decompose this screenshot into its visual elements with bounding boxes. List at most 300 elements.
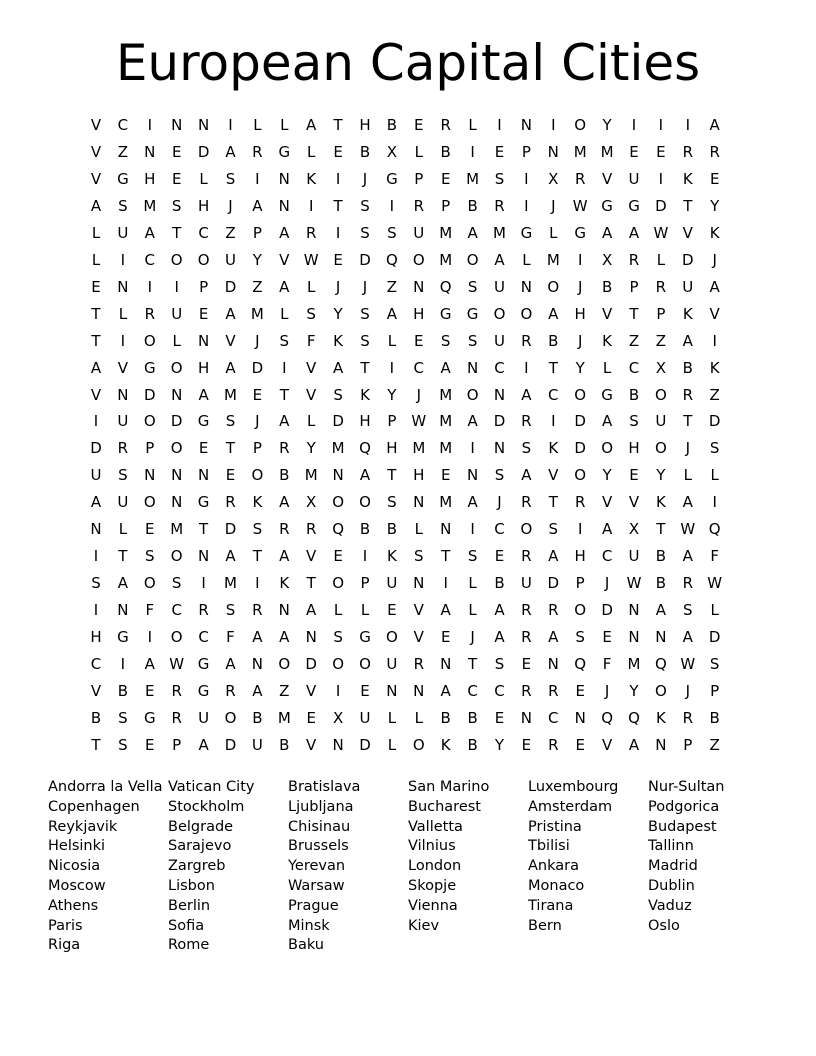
grid-letter[interactable]: B <box>628 385 640 404</box>
grid-letter[interactable]: S <box>171 196 182 215</box>
grid-letter[interactable]: R <box>682 574 694 593</box>
grid-letter[interactable]: N <box>628 601 640 620</box>
grid-letter[interactable]: S <box>252 520 263 539</box>
grid-letter[interactable]: A <box>467 493 478 512</box>
grid-letter[interactable]: H <box>574 304 586 323</box>
grid-letter[interactable]: L <box>468 116 477 134</box>
grid-letter[interactable]: H <box>413 466 425 485</box>
grid-letter[interactable]: U <box>225 250 236 269</box>
grid-letter[interactable]: G <box>601 385 613 404</box>
grid-letter[interactable]: S <box>279 331 290 350</box>
grid-letter[interactable]: V <box>709 304 720 323</box>
grid-letter[interactable]: T <box>683 196 693 215</box>
grid-letter[interactable]: S <box>118 196 128 215</box>
grid-letter[interactable]: F <box>145 601 155 620</box>
grid-letter[interactable]: X <box>386 142 398 161</box>
grid-letter[interactable]: U <box>494 277 505 296</box>
grid-letter[interactable]: A <box>628 223 640 242</box>
grid-letter[interactable]: O <box>143 412 156 431</box>
grid-letter[interactable]: Y <box>710 196 720 215</box>
grid-letter[interactable]: U <box>117 223 129 242</box>
grid-letter[interactable]: I <box>551 116 556 134</box>
grid-letter[interactable]: J <box>228 196 233 215</box>
grid-letter[interactable]: M <box>439 223 453 242</box>
grid-letter[interactable]: A <box>225 304 236 323</box>
grid-letter[interactable]: M <box>493 223 506 242</box>
grid-letter[interactable]: A <box>225 547 236 566</box>
grid-letter[interactable]: A <box>279 412 290 431</box>
grid-letter[interactable]: Z <box>628 331 640 350</box>
grid-letter[interactable]: H <box>413 304 425 323</box>
grid-letter[interactable]: T <box>172 223 182 242</box>
grid-letter[interactable]: H <box>386 439 398 458</box>
grid-letter[interactable]: H <box>574 547 586 566</box>
grid-letter[interactable]: E <box>440 466 451 485</box>
grid-letter[interactable]: W <box>680 655 696 673</box>
grid-letter[interactable]: W <box>653 223 669 242</box>
grid-letter[interactable]: O <box>574 116 587 134</box>
grid-letter[interactable]: M <box>439 385 453 404</box>
grid-letter[interactable]: K <box>655 493 666 512</box>
grid-letter[interactable]: E <box>91 277 101 296</box>
grid-letter[interactable]: J <box>335 277 341 296</box>
grid-letter[interactable]: I <box>389 196 395 215</box>
grid-letter[interactable]: R <box>440 116 451 134</box>
grid-letter[interactable]: K <box>386 547 397 566</box>
grid-letter[interactable]: O <box>547 277 560 296</box>
grid-letter[interactable]: O <box>601 439 613 458</box>
grid-letter[interactable]: D <box>197 142 210 161</box>
grid-letter[interactable]: S <box>333 628 343 647</box>
grid-letter[interactable]: D <box>708 412 721 431</box>
grid-letter[interactable]: Y <box>629 681 639 700</box>
grid-letter[interactable]: R <box>252 142 263 161</box>
grid-letter[interactable]: A <box>306 601 317 620</box>
grid-letter[interactable]: E <box>333 547 343 566</box>
grid-letter[interactable]: I <box>551 412 556 431</box>
grid-letter[interactable]: T <box>225 439 236 458</box>
grid-letter[interactable]: I <box>201 574 206 593</box>
grid-letter[interactable]: P <box>629 277 639 296</box>
grid-letter[interactable]: E <box>656 142 666 161</box>
grid-letter[interactable]: G <box>466 304 479 323</box>
grid-letter[interactable]: L <box>602 358 612 377</box>
grid-letter[interactable]: A <box>601 412 613 431</box>
grid-letter[interactable]: O <box>574 385 587 404</box>
grid-letter[interactable]: S <box>306 304 316 323</box>
grid-letter[interactable]: B <box>467 708 478 727</box>
grid-letter[interactable]: E <box>414 116 424 134</box>
grid-letter[interactable]: V <box>413 601 424 620</box>
grid-letter[interactable]: J <box>551 196 556 215</box>
grid-letter[interactable]: I <box>147 628 153 647</box>
grid-letter[interactable]: O <box>493 304 506 323</box>
grid-letter[interactable]: I <box>147 116 153 134</box>
grid-letter[interactable]: H <box>197 358 210 377</box>
grid-letter[interactable]: G <box>117 169 129 188</box>
grid-letter[interactable]: M <box>573 142 587 161</box>
grid-letter[interactable]: A <box>601 223 613 242</box>
grid-letter[interactable]: D <box>359 250 371 269</box>
grid-letter[interactable]: C <box>601 547 613 566</box>
grid-letter[interactable]: S <box>575 628 585 647</box>
grid-letter[interactable]: A <box>144 655 155 673</box>
grid-letter[interactable]: E <box>145 735 155 754</box>
grid-letter[interactable]: O <box>359 493 371 512</box>
grid-letter[interactable]: P <box>683 735 693 754</box>
grid-letter[interactable]: E <box>306 708 316 727</box>
grid-letter[interactable]: S <box>118 466 128 485</box>
grid-letter[interactable]: I <box>120 655 126 673</box>
grid-letter[interactable]: S <box>118 708 128 727</box>
grid-letter[interactable]: Z <box>655 331 667 350</box>
grid-letter[interactable]: I <box>93 547 99 566</box>
grid-letter[interactable]: I <box>631 116 637 134</box>
grid-letter[interactable]: I <box>577 520 583 539</box>
grid-letter[interactable]: R <box>413 196 425 215</box>
grid-letter[interactable]: A <box>548 304 559 323</box>
grid-letter[interactable]: B <box>467 735 478 754</box>
grid-letter[interactable]: M <box>439 439 453 458</box>
grid-letter[interactable]: O <box>332 493 344 512</box>
grid-letter[interactable]: G <box>601 196 613 215</box>
grid-letter[interactable]: R <box>548 735 559 754</box>
grid-letter[interactable]: I <box>470 439 475 458</box>
grid-letter[interactable]: U <box>386 655 398 673</box>
grid-letter[interactable]: S <box>709 655 720 673</box>
grid-letter[interactable]: A <box>494 250 505 269</box>
grid-letter[interactable]: S <box>494 169 505 188</box>
grid-letter[interactable]: P <box>575 574 585 593</box>
grid-letter[interactable]: K <box>709 223 720 242</box>
grid-letter[interactable]: K <box>440 735 451 754</box>
grid-letter[interactable]: E <box>440 169 451 188</box>
grid-letter[interactable]: N <box>413 277 425 296</box>
grid-letter[interactable]: S <box>467 331 478 350</box>
grid-letter[interactable]: O <box>170 358 183 377</box>
grid-letter[interactable]: D <box>708 628 721 647</box>
grid-letter[interactable]: A <box>225 358 236 377</box>
grid-letter[interactable]: O <box>466 250 479 269</box>
grid-letter[interactable]: M <box>466 169 480 188</box>
grid-letter[interactable]: G <box>117 628 129 647</box>
grid-letter[interactable]: E <box>360 681 370 700</box>
grid-letter[interactable]: W <box>626 574 642 593</box>
grid-letter[interactable]: R <box>521 331 532 350</box>
grid-letter[interactable]: B <box>709 708 720 727</box>
grid-letter[interactable]: N <box>117 277 129 296</box>
grid-letter[interactable]: N <box>197 331 210 350</box>
grid-letter[interactable]: U <box>171 304 183 323</box>
grid-letter[interactable]: U <box>520 574 532 593</box>
grid-letter[interactable]: K <box>655 708 666 727</box>
grid-letter[interactable]: D <box>601 601 613 620</box>
grid-letter[interactable]: E <box>575 735 585 754</box>
grid-letter[interactable]: I <box>335 223 341 242</box>
grid-letter[interactable]: O <box>520 520 533 539</box>
grid-letter[interactable]: E <box>333 142 343 161</box>
grid-letter[interactable]: P <box>414 169 424 188</box>
grid-letter[interactable]: S <box>440 331 451 350</box>
grid-letter[interactable]: L <box>280 304 289 323</box>
grid-letter[interactable]: R <box>171 681 182 700</box>
grid-letter[interactable]: L <box>118 520 128 539</box>
grid-letter[interactable]: S <box>494 466 505 485</box>
grid-letter[interactable]: B <box>359 520 371 539</box>
grid-letter[interactable]: A <box>682 628 693 647</box>
grid-letter[interactable]: A <box>521 385 532 404</box>
grid-letter[interactable]: S <box>225 169 236 188</box>
grid-letter[interactable]: E <box>252 385 263 404</box>
grid-letter[interactable]: N <box>332 466 344 485</box>
grid-letter[interactable]: D <box>305 655 317 673</box>
grid-letter[interactable]: A <box>628 735 640 754</box>
grid-letter[interactable]: L <box>656 250 666 269</box>
grid-letter[interactable]: T <box>360 358 370 377</box>
grid-letter[interactable]: N <box>440 520 452 539</box>
grid-letter[interactable]: R <box>494 196 505 215</box>
grid-letter[interactable]: I <box>228 116 233 134</box>
grid-letter[interactable]: N <box>144 142 156 161</box>
grid-letter[interactable]: R <box>548 681 559 700</box>
grid-letter[interactable]: U <box>682 277 694 296</box>
grid-letter[interactable]: B <box>682 358 693 377</box>
grid-letter[interactable]: J <box>416 385 422 404</box>
grid-letter[interactable]: M <box>412 439 426 458</box>
grid-letter[interactable]: J <box>712 250 717 269</box>
grid-letter[interactable]: R <box>252 601 263 620</box>
grid-letter[interactable]: J <box>255 412 260 431</box>
grid-letter[interactable]: V <box>601 735 613 754</box>
grid-letter[interactable]: A <box>440 601 451 620</box>
grid-letter[interactable]: E <box>494 142 505 161</box>
grid-letter[interactable]: S <box>118 735 128 754</box>
grid-letter[interactable]: K <box>709 358 720 377</box>
grid-letter[interactable]: G <box>628 196 640 215</box>
grid-letter[interactable]: Y <box>494 735 505 754</box>
grid-letter[interactable]: L <box>683 466 692 485</box>
grid-letter[interactable]: R <box>225 681 236 700</box>
grid-letter[interactable]: A <box>198 385 209 404</box>
grid-letter[interactable]: I <box>524 358 529 377</box>
grid-letter[interactable]: T <box>91 304 101 323</box>
grid-letter[interactable]: D <box>547 574 560 593</box>
grid-letter[interactable]: S <box>360 223 370 242</box>
grid-letter[interactable]: J <box>362 277 368 296</box>
grid-letter[interactable]: S <box>91 574 101 593</box>
grid-letter[interactable]: H <box>197 196 210 215</box>
grid-letter[interactable]: A <box>494 601 505 620</box>
grid-letter[interactable]: R <box>521 412 532 431</box>
grid-letter[interactable]: O <box>170 628 183 647</box>
grid-letter[interactable]: G <box>197 681 210 700</box>
grid-letter[interactable]: I <box>362 547 368 566</box>
grid-letter[interactable]: N <box>278 169 290 188</box>
grid-letter[interactable]: O <box>170 439 183 458</box>
grid-letter[interactable]: A <box>144 223 155 242</box>
grid-letter[interactable]: A <box>198 735 209 754</box>
grid-letter[interactable]: Q <box>708 520 721 539</box>
grid-letter[interactable]: K <box>279 574 290 593</box>
grid-letter[interactable]: T <box>279 385 289 404</box>
grid-letter[interactable]: A <box>494 628 505 647</box>
grid-letter[interactable]: R <box>574 493 586 512</box>
grid-letter[interactable]: S <box>467 547 478 566</box>
grid-letter[interactable]: S <box>225 412 236 431</box>
grid-letter[interactable]: O <box>278 655 291 673</box>
grid-letter[interactable]: K <box>306 169 317 188</box>
grid-letter[interactable]: O <box>654 681 667 700</box>
grid-letter[interactable]: P <box>199 277 209 296</box>
grid-letter[interactable]: M <box>439 250 453 269</box>
grid-letter[interactable]: B <box>655 547 667 566</box>
grid-letter[interactable]: A <box>440 358 451 377</box>
grid-letter[interactable]: G <box>359 628 371 647</box>
grid-letter[interactable]: L <box>468 601 477 620</box>
grid-letter[interactable]: T <box>656 520 666 539</box>
grid-letter[interactable]: O <box>143 493 156 512</box>
grid-letter[interactable]: T <box>683 412 693 431</box>
grid-letter[interactable]: R <box>682 142 694 161</box>
grid-letter[interactable]: D <box>332 412 344 431</box>
grid-letter[interactable]: K <box>682 304 693 323</box>
grid-letter[interactable]: O <box>332 574 344 593</box>
grid-letter[interactable]: K <box>333 331 344 350</box>
grid-letter[interactable]: T <box>333 116 343 134</box>
grid-letter[interactable]: I <box>174 277 179 296</box>
grid-letter[interactable]: E <box>198 304 209 323</box>
grid-letter[interactable]: T <box>441 547 451 566</box>
grid-letter[interactable]: N <box>547 142 559 161</box>
grid-letter[interactable]: U <box>198 708 210 727</box>
grid-letter[interactable]: V <box>90 681 102 700</box>
grid-letter[interactable]: N <box>520 116 532 134</box>
grid-letter[interactable]: I <box>308 196 314 215</box>
grid-letter[interactable]: R <box>574 169 586 188</box>
grid-letter[interactable]: A <box>521 466 532 485</box>
grid-letter[interactable]: O <box>385 628 398 647</box>
grid-letter[interactable]: L <box>307 142 316 161</box>
grid-letter[interactable]: A <box>682 493 693 512</box>
grid-letter[interactable]: A <box>279 628 290 647</box>
grid-letter[interactable]: M <box>627 655 641 673</box>
grid-letter[interactable]: U <box>413 223 425 242</box>
grid-letter[interactable]: D <box>170 412 183 431</box>
grid-letter[interactable]: L <box>387 735 397 754</box>
grid-letter[interactable]: A <box>225 655 236 673</box>
grid-letter[interactable]: H <box>359 412 371 431</box>
grid-letter[interactable]: Y <box>333 304 343 323</box>
grid-letter[interactable]: P <box>360 574 370 593</box>
grid-letter[interactable]: D <box>144 385 156 404</box>
grid-letter[interactable]: U <box>359 708 371 727</box>
grid-letter[interactable]: A <box>279 223 290 242</box>
grid-letter[interactable]: B <box>117 681 129 700</box>
grid-letter[interactable]: N <box>493 439 506 458</box>
grid-letter[interactable]: K <box>682 169 693 188</box>
grid-letter[interactable]: P <box>521 142 531 161</box>
grid-letter[interactable]: R <box>198 601 209 620</box>
grid-letter[interactable]: S <box>414 547 424 566</box>
grid-letter[interactable]: A <box>601 520 613 539</box>
grid-letter[interactable]: N <box>332 735 344 754</box>
grid-letter[interactable]: S <box>709 439 720 458</box>
grid-letter[interactable]: V <box>682 223 693 242</box>
grid-letter[interactable]: Q <box>574 655 587 673</box>
grid-letter[interactable]: V <box>90 385 102 404</box>
grid-letter[interactable]: O <box>170 547 183 566</box>
grid-letter[interactable]: U <box>628 547 640 566</box>
grid-letter[interactable]: N <box>90 520 102 539</box>
grid-letter[interactable]: I <box>443 574 448 593</box>
grid-letter[interactable]: U <box>251 735 263 754</box>
grid-letter[interactable]: Z <box>225 223 236 242</box>
grid-letter[interactable]: J <box>255 331 260 350</box>
grid-letter[interactable]: Z <box>279 681 290 700</box>
grid-letter[interactable]: R <box>521 601 532 620</box>
grid-letter[interactable]: B <box>601 277 613 296</box>
grid-letter[interactable]: T <box>306 574 316 593</box>
grid-letter[interactable]: V <box>601 493 613 512</box>
grid-letter[interactable]: A <box>655 601 667 620</box>
grid-letter[interactable]: E <box>225 466 236 485</box>
grid-letter[interactable]: I <box>147 277 153 296</box>
grid-letter[interactable]: R <box>521 493 532 512</box>
grid-letter[interactable]: U <box>494 331 505 350</box>
grid-letter[interactable]: Z <box>386 277 398 296</box>
grid-letter[interactable]: V <box>306 358 317 377</box>
grid-letter[interactable]: N <box>251 655 263 673</box>
grid-letter[interactable]: L <box>360 601 370 620</box>
grid-letter[interactable]: J <box>685 681 691 700</box>
grid-letter[interactable]: H <box>628 439 640 458</box>
grid-letter[interactable]: V <box>90 116 102 134</box>
grid-letter[interactable]: S <box>467 277 478 296</box>
grid-letter[interactable]: F <box>602 655 612 673</box>
grid-letter[interactable]: R <box>655 277 667 296</box>
grid-letter[interactable]: I <box>685 116 691 134</box>
grid-letter[interactable]: I <box>577 250 583 269</box>
grid-letter[interactable]: A <box>90 196 102 215</box>
grid-letter[interactable]: P <box>710 681 720 700</box>
grid-letter[interactable]: M <box>439 493 453 512</box>
grid-letter[interactable]: I <box>120 250 126 269</box>
grid-letter[interactable]: P <box>441 196 451 215</box>
grid-letter[interactable]: I <box>120 331 126 350</box>
grid-letter[interactable]: U <box>386 574 398 593</box>
grid-letter[interactable]: J <box>577 277 583 296</box>
grid-letter[interactable]: G <box>278 142 291 161</box>
grid-letter[interactable]: L <box>172 331 181 350</box>
grid-letter[interactable]: Y <box>602 116 612 134</box>
grid-letter[interactable]: E <box>198 439 209 458</box>
grid-letter[interactable]: C <box>117 116 129 134</box>
grid-letter[interactable]: B <box>440 142 451 161</box>
grid-letter[interactable]: N <box>520 277 532 296</box>
grid-letter[interactable]: T <box>199 520 209 539</box>
grid-letter[interactable]: Q <box>601 708 613 727</box>
grid-letter[interactable]: S <box>548 520 559 539</box>
grid-letter[interactable]: N <box>197 116 210 134</box>
grid-letter[interactable]: C <box>494 520 505 539</box>
grid-letter[interactable]: B <box>279 735 290 754</box>
grid-letter[interactable]: N <box>413 574 425 593</box>
grid-letter[interactable]: N <box>466 358 479 377</box>
grid-letter[interactable]: N <box>413 493 425 512</box>
grid-letter[interactable]: N <box>628 628 640 647</box>
grid-letter[interactable]: G <box>197 655 210 673</box>
grid-letter[interactable]: N <box>547 655 559 673</box>
